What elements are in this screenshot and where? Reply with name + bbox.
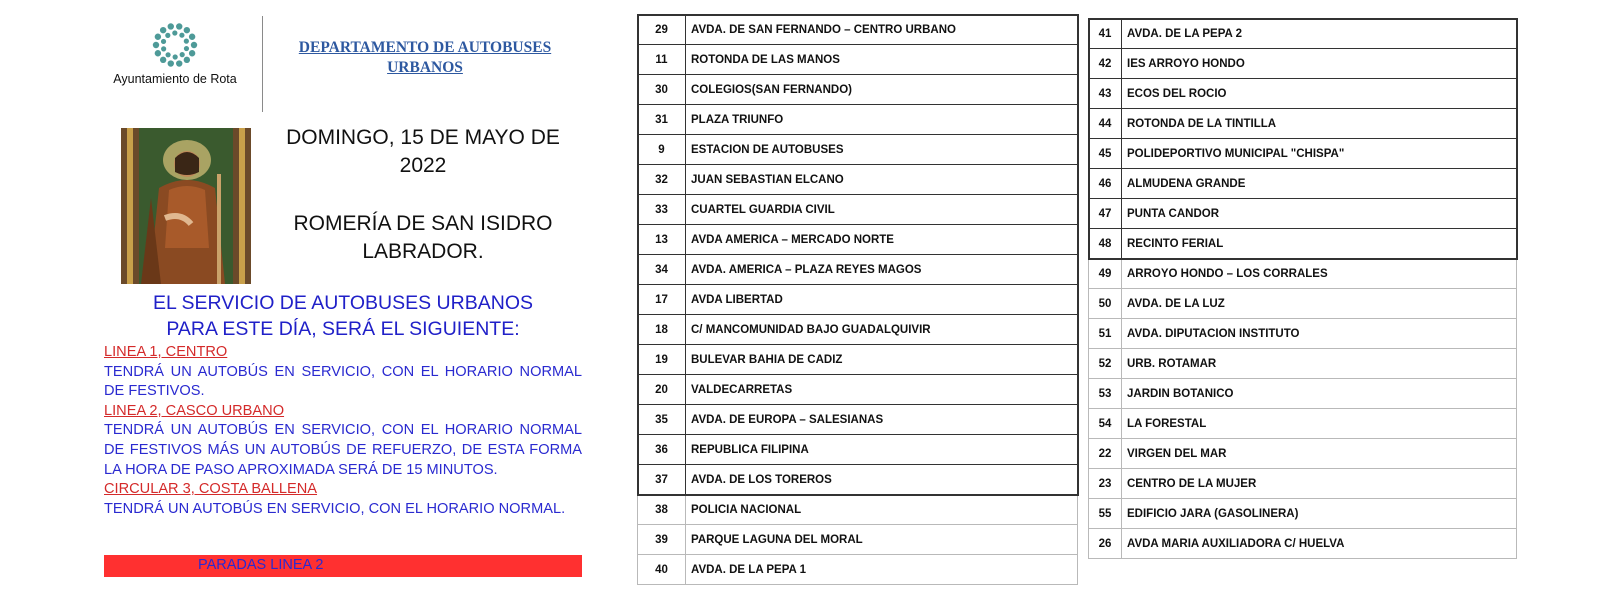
stop-name: VIRGEN DEL MAR — [1122, 439, 1517, 469]
stop-number: 42 — [1089, 49, 1122, 79]
stop-row — [1089, 19, 1517, 49]
event-date-block — [262, 124, 584, 266]
stop-row — [1089, 349, 1517, 379]
stop-number: 37 — [638, 465, 686, 495]
san-isidro-image — [121, 128, 251, 284]
stop-name: ESTACION DE AUTOBUSES — [686, 135, 1078, 165]
stop-name: AVDA. DE LA PEPA 1 — [686, 555, 1078, 585]
stop-row — [638, 315, 1078, 345]
spacer — [262, 180, 584, 210]
stop-name: POLIDEPORTIVO MUNICIPAL "CHISPA" — [1122, 139, 1517, 169]
stop-name: RECINTO FERIAL — [1122, 229, 1517, 259]
stop-row — [1089, 169, 1517, 199]
stop-number: 51 — [1089, 319, 1122, 349]
stop-row — [1089, 139, 1517, 169]
stop-number: 46 — [1089, 169, 1122, 199]
stop-row — [1089, 319, 1517, 349]
event-date-line2: 2022 — [399, 154, 447, 177]
stop-row — [1089, 409, 1517, 439]
rota-emblem-icon — [152, 22, 198, 68]
stop-name: AVDA. DE EUROPA – SALESIANAS — [686, 405, 1078, 435]
stop-row — [638, 45, 1078, 75]
stop-number: 19 — [638, 345, 686, 375]
stop-row — [638, 285, 1078, 315]
service-heading-line2: PARA ESTE DÍA, SERÁ EL SIGUIENTE: — [166, 318, 520, 340]
stop-row — [638, 225, 1078, 255]
stop-name: AVDA MARIA AUXILIADORA C/ HUELVA — [1122, 529, 1517, 559]
stop-row — [638, 435, 1078, 465]
stop-name: EDIFICIO JARA (GASOLINERA) — [1122, 499, 1517, 529]
stop-number: 22 — [1089, 439, 1122, 469]
stop-name: CENTRO DE LA MUJER — [1122, 469, 1517, 499]
department-title-line1: DEPARTAMENTO DE AUTOBUSES — [298, 39, 552, 56]
stop-name: PARQUE LAGUNA DEL MORAL — [686, 525, 1078, 555]
line-body-1: TENDRÁ UN AUTOBÚS EN SERVICIO, CON EL HORARIO NORMAL DE FESTIVOS. — [104, 363, 582, 400]
stop-number: 49 — [1089, 259, 1122, 289]
stop-row — [638, 75, 1078, 105]
stop-name: AVDA. DE SAN FERNANDO – CENTRO URBANO — [686, 15, 1078, 45]
stop-row — [638, 345, 1078, 375]
line-title-3: CIRCULAR 3, COSTA BALLENA — [104, 481, 318, 498]
stop-name: COLEGIOS(SAN FERNANDO) — [686, 75, 1078, 105]
stop-row — [638, 15, 1078, 45]
stop-number: 38 — [638, 495, 686, 525]
stop-row — [638, 375, 1078, 405]
stop-row — [1089, 229, 1517, 259]
stop-row — [638, 525, 1078, 555]
stop-number: 18 — [638, 315, 686, 345]
stop-name: AVDA. AMERICA – PLAZA REYES MAGOS — [686, 255, 1078, 285]
stop-row — [1089, 109, 1517, 139]
header-divider — [262, 16, 263, 112]
stop-number: 47 — [1089, 199, 1122, 229]
stop-row — [1089, 469, 1517, 499]
stop-number: 9 — [638, 135, 686, 165]
stop-number: 43 — [1089, 79, 1122, 109]
line-title-2: LINEA 2, CASCO URBANO — [104, 402, 285, 419]
stop-number: 30 — [638, 75, 686, 105]
stop-number: 54 — [1089, 409, 1122, 439]
stop-number: 36 — [638, 435, 686, 465]
logo-text: Ayuntamiento de Rota — [113, 72, 237, 86]
stop-number: 39 — [638, 525, 686, 555]
stop-number: 53 — [1089, 379, 1122, 409]
stop-number: 33 — [638, 195, 686, 225]
stop-number: 17 — [638, 285, 686, 315]
event-title-line1: ROMERÍA DE SAN ISIDRO — [293, 212, 553, 235]
stop-row — [1089, 439, 1517, 469]
stop-number: 32 — [638, 165, 686, 195]
stop-name: AVDA. DE LA LUZ — [1122, 289, 1517, 319]
stop-number: 11 — [638, 45, 686, 75]
stop-number: 31 — [638, 105, 686, 135]
stop-row — [1089, 259, 1517, 289]
line-title-1: LINEA 1, CENTRO — [104, 344, 228, 360]
line-body-2: TENDRÁ UN AUTOBÚS EN SERVICIO, CON EL HORARIO NORMAL DE FESTIVOS MÁS UN AUTOBÚS DE REFUERZO, DE ESTA FORMA LA HORA DE PASO APROXIMADA SERÁ DE 15 MINUTOS. — [104, 422, 582, 478]
stop-name: AVDA. DIPUTACION INSTITUTO — [1122, 319, 1517, 349]
stop-row — [1089, 199, 1517, 229]
stop-name: C/ MANCOMUNIDAD BAJO GUADALQUIVIR — [686, 315, 1078, 345]
stop-row — [638, 405, 1078, 435]
event-title-line2: LABRADOR. — [362, 240, 484, 263]
department-title — [266, 38, 584, 78]
service-heading-line1: EL SERVICIO DE AUTOBUSES URBANOS — [152, 292, 533, 314]
stop-number: 34 — [638, 255, 686, 285]
stop-name: POLICIA NACIONAL — [686, 495, 1078, 525]
stop-number: 20 — [638, 375, 686, 405]
stop-number: 13 — [638, 225, 686, 255]
stops-banner — [104, 555, 582, 577]
stop-number: 41 — [1089, 19, 1122, 49]
stop-number: 44 — [1089, 109, 1122, 139]
stop-name: URB. ROTAMAR — [1122, 349, 1517, 379]
stop-row — [638, 255, 1078, 285]
bus-lines-list — [104, 343, 582, 519]
stop-name: VALDECARRETAS — [686, 375, 1078, 405]
stop-name: REPUBLICA FILIPINA — [686, 435, 1078, 465]
stop-row — [1089, 79, 1517, 109]
stop-number: 26 — [1089, 529, 1122, 559]
stop-name: ROTONDA DE LAS MANOS — [686, 45, 1078, 75]
stop-name: ECOS DEL ROCIO — [1122, 79, 1517, 109]
stop-name: AVDA LIBERTAD — [686, 285, 1078, 315]
line-body-3: TENDRÁ UN AUTOBÚS EN SERVICIO, CON EL HORARIO NORMAL. — [104, 500, 566, 517]
stop-row — [638, 195, 1078, 225]
stop-row — [638, 135, 1078, 165]
stop-name: PLAZA TRIUNFO — [686, 105, 1078, 135]
stop-name: ALMUDENA GRANDE — [1122, 169, 1517, 199]
stop-number: 40 — [638, 555, 686, 585]
stops-table-right — [1088, 18, 1517, 559]
stop-name: IES ARROYO HONDO — [1122, 49, 1517, 79]
stop-name: PUNTA CANDOR — [1122, 199, 1517, 229]
stop-name: AVDA. DE LOS TOREROS — [686, 465, 1078, 495]
stop-number: 52 — [1089, 349, 1122, 379]
stop-name: LA FORESTAL — [1122, 409, 1517, 439]
stop-name: CUARTEL GUARDIA CIVIL — [686, 195, 1078, 225]
stop-number: 55 — [1089, 499, 1122, 529]
stop-row — [1089, 49, 1517, 79]
stops-table-middle — [637, 14, 1078, 585]
stop-number: 50 — [1089, 289, 1122, 319]
stop-row — [1089, 379, 1517, 409]
stop-name: AVDA. DE LA PEPA 2 — [1122, 19, 1517, 49]
event-date-line1: DOMINGO, 15 DE MAYO DE — [286, 126, 560, 149]
stop-row — [638, 105, 1078, 135]
stop-row — [638, 495, 1078, 525]
stop-name: JUAN SEBASTIAN ELCANO — [686, 165, 1078, 195]
stop-row — [1089, 499, 1517, 529]
stops-banner-label: PARADAS LINEA 2 — [198, 557, 324, 573]
stop-row — [1089, 529, 1517, 559]
stop-name: BULEVAR BAHIA DE CADIZ — [686, 345, 1078, 375]
stop-number: 29 — [638, 15, 686, 45]
stop-row — [638, 555, 1078, 585]
stop-name: AVDA AMERICA – MERCADO NORTE — [686, 225, 1078, 255]
stop-row — [638, 465, 1078, 495]
department-title-line2: URBANOS — [387, 59, 463, 76]
stop-row — [1089, 289, 1517, 319]
stop-number: 35 — [638, 405, 686, 435]
stop-name: ROTONDA DE LA TINTILLA — [1122, 109, 1517, 139]
ayuntamiento-logo — [100, 22, 250, 102]
stop-number: 48 — [1089, 229, 1122, 259]
stop-name: JARDIN BOTANICO — [1122, 379, 1517, 409]
stop-number: 45 — [1089, 139, 1122, 169]
service-heading — [104, 290, 582, 342]
stop-name: ARROYO HONDO – LOS CORRALES — [1122, 259, 1517, 289]
stop-number: 23 — [1089, 469, 1122, 499]
stop-row — [638, 165, 1078, 195]
